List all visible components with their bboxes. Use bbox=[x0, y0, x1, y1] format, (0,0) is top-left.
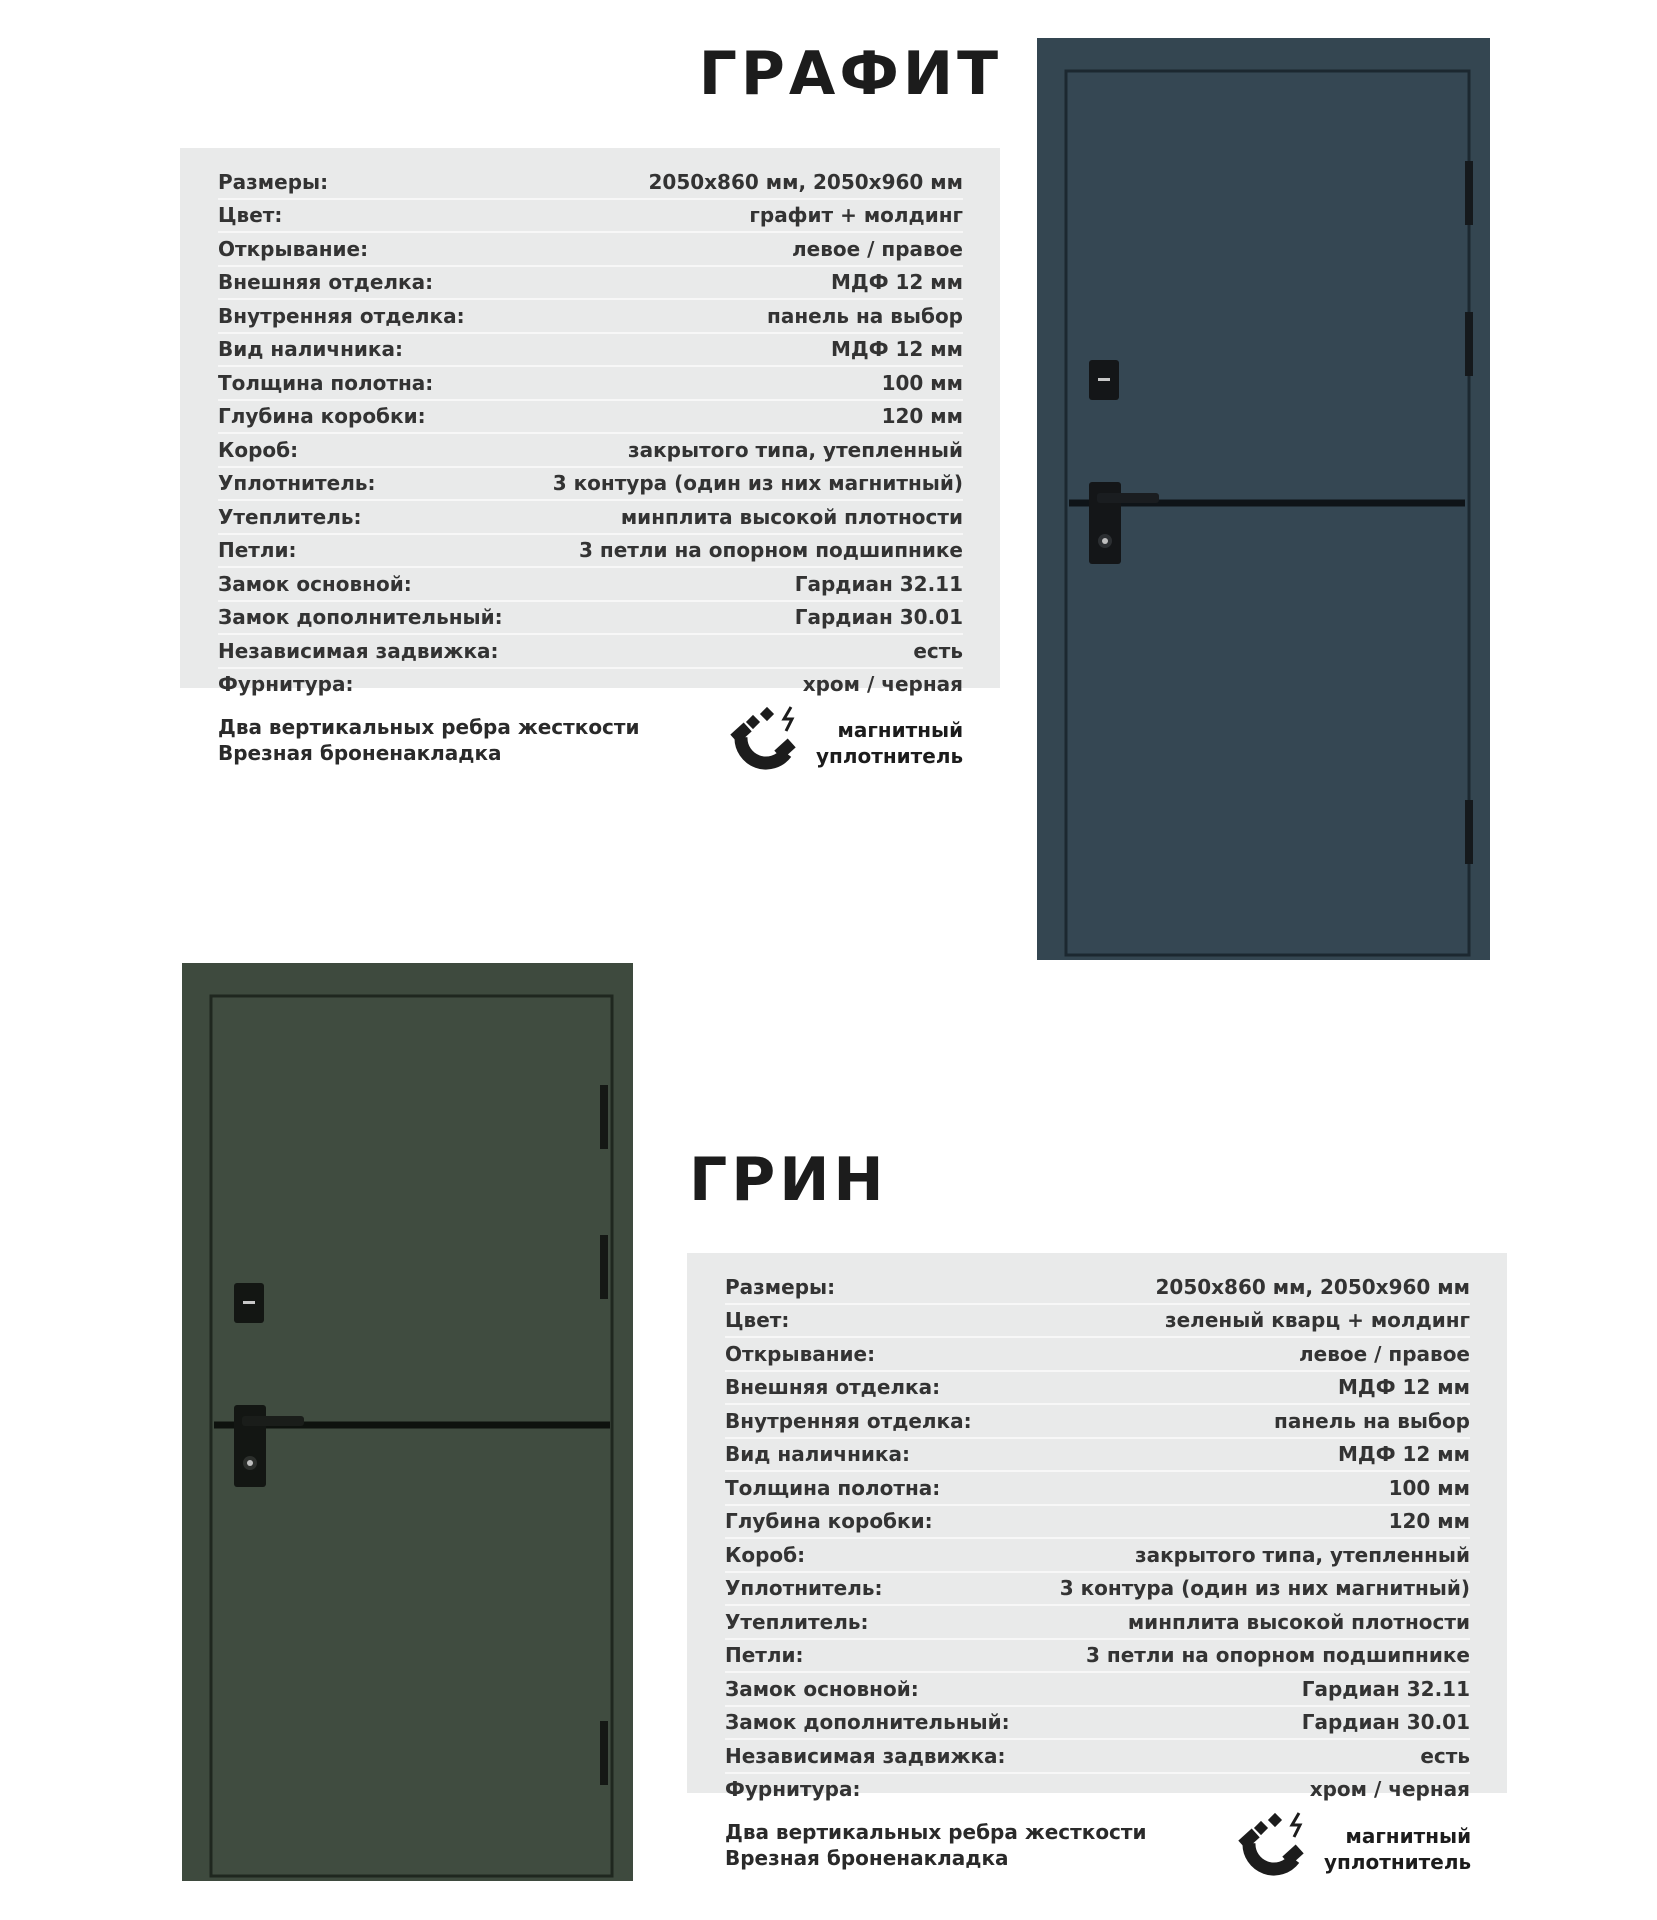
spec-row bbox=[725, 1673, 1470, 1707]
spec-table bbox=[687, 1253, 1507, 1802]
spec-label: Внешняя отделка: bbox=[725, 1375, 941, 1400]
spec-value: левое / правое bbox=[792, 236, 963, 261]
spec-row bbox=[218, 401, 963, 435]
spec-label: Толщина полотна: bbox=[218, 370, 434, 395]
spec-row bbox=[725, 1405, 1470, 1439]
spec-label: Внутренняя отделка: bbox=[725, 1408, 972, 1433]
spec-value: 100 мм bbox=[881, 370, 963, 395]
spec-row bbox=[218, 635, 963, 669]
feature-item: Два вертикальных ребра жесткости bbox=[725, 1820, 1147, 1844]
spec-row bbox=[725, 1271, 1470, 1305]
spec-value: Гардиан 30.01 bbox=[1301, 1710, 1470, 1735]
magnet-icon bbox=[1236, 1811, 1318, 1887]
spec-row bbox=[218, 200, 963, 234]
spec-value: зеленый кварц + молдинг bbox=[1165, 1308, 1470, 1333]
feature-item: Врезная броненакладка bbox=[725, 1846, 1009, 1870]
magnetic-seal-badge bbox=[1236, 1811, 1471, 1887]
spec-value: МДФ 12 мм bbox=[830, 337, 963, 362]
spec-value: МДФ 12 мм bbox=[830, 270, 963, 295]
spec-value: хром / черная bbox=[802, 672, 963, 697]
spec-row bbox=[218, 535, 963, 569]
spec-value: 120 мм bbox=[1388, 1509, 1470, 1534]
spec-label: Цвет: bbox=[218, 203, 283, 228]
spec-label: Короб: bbox=[725, 1542, 806, 1567]
spec-row bbox=[725, 1774, 1470, 1806]
spec-row bbox=[218, 434, 963, 468]
spec-label: Внутренняя отделка: bbox=[218, 303, 465, 328]
spec-label: Открывание: bbox=[218, 236, 369, 261]
spec-row bbox=[218, 669, 963, 701]
spec-value: 100 мм bbox=[1388, 1475, 1470, 1500]
spec-row bbox=[218, 166, 963, 200]
spec-label: Вид наличника: bbox=[725, 1442, 910, 1467]
spec-row bbox=[218, 468, 963, 502]
spec-value: 2050x860 мм, 2050x960 мм bbox=[1155, 1274, 1470, 1299]
spec-label: Фурнитура: bbox=[218, 672, 354, 697]
door-image-grin bbox=[182, 963, 633, 1881]
spec-value: левое / правое bbox=[1299, 1341, 1470, 1366]
spec-label: Петли: bbox=[725, 1643, 804, 1668]
spec-value: хром / черная bbox=[1309, 1777, 1470, 1802]
spec-label: Уплотнитель: bbox=[725, 1576, 883, 1601]
spec-row bbox=[218, 568, 963, 602]
spec-label: Цвет: bbox=[725, 1308, 790, 1333]
spec-row bbox=[725, 1439, 1470, 1473]
spec-value: Гардиан 30.01 bbox=[794, 605, 963, 630]
spec-label: Замок дополнительный: bbox=[725, 1710, 1010, 1735]
spec-row bbox=[725, 1606, 1470, 1640]
spec-value: 3 петли на опорном подшипнике bbox=[579, 538, 963, 563]
spec-row bbox=[218, 300, 963, 334]
spec-label: Внешняя отделка: bbox=[218, 270, 434, 295]
spec-value: закрытого типа, утепленный bbox=[1134, 1542, 1470, 1567]
spec-label: Глубина коробки: bbox=[725, 1509, 933, 1534]
spec-label: Глубина коробки: bbox=[218, 404, 426, 429]
spec-label: Фурнитура: bbox=[725, 1777, 861, 1802]
spec-value: 3 петли на опорном подшипнике bbox=[1086, 1643, 1470, 1668]
spec-row bbox=[725, 1640, 1470, 1674]
spec-value: панель на выбор bbox=[1274, 1408, 1470, 1433]
spec-label: Замок основной: bbox=[725, 1676, 919, 1701]
spec-row bbox=[725, 1573, 1470, 1607]
spec-label: Утеплитель: bbox=[218, 504, 362, 529]
magnet-icon bbox=[728, 705, 810, 781]
spec-label: Толщина полотна: bbox=[725, 1475, 941, 1500]
spec-value: панель на выбор bbox=[767, 303, 963, 328]
spec-label: Уплотнитель: bbox=[218, 471, 376, 496]
spec-value: 2050x860 мм, 2050x960 мм bbox=[648, 169, 963, 194]
spec-label: Петли: bbox=[218, 538, 297, 563]
spec-label: Открывание: bbox=[725, 1341, 876, 1366]
spec-value: 120 мм bbox=[881, 404, 963, 429]
spec-label: Размеры: bbox=[218, 169, 329, 194]
spec-value: минплита высокой плотности bbox=[1127, 1609, 1470, 1634]
door-image-grafit bbox=[1037, 38, 1490, 960]
feature-item: Два вертикальных ребра жесткости bbox=[218, 715, 640, 739]
features-list bbox=[725, 1819, 1147, 1871]
spec-value: 3 контура (один из них магнитный) bbox=[1059, 1576, 1470, 1601]
spec-row bbox=[218, 501, 963, 535]
spec-label: Размеры: bbox=[725, 1274, 836, 1299]
badge-label: магнитный уплотнитель bbox=[816, 718, 964, 768]
spec-row bbox=[725, 1707, 1470, 1741]
product-title: ГРИН bbox=[689, 1145, 888, 1215]
spec-row bbox=[218, 233, 963, 267]
spec-value: Гардиан 32.11 bbox=[794, 571, 963, 596]
spec-label: Замок дополнительный: bbox=[218, 605, 503, 630]
spec-row bbox=[725, 1338, 1470, 1372]
spec-row bbox=[218, 367, 963, 401]
spec-value: есть bbox=[1420, 1743, 1470, 1768]
spec-row bbox=[725, 1740, 1470, 1774]
spec-label: Короб: bbox=[218, 437, 299, 462]
spec-row bbox=[725, 1472, 1470, 1506]
spec-row bbox=[725, 1506, 1470, 1540]
spec-value: МДФ 12 мм bbox=[1337, 1442, 1470, 1467]
spec-value: закрытого типа, утепленный bbox=[627, 437, 963, 462]
spec-table bbox=[180, 148, 1000, 697]
badge-label: магнитный уплотнитель bbox=[1324, 1824, 1472, 1874]
spec-row bbox=[725, 1539, 1470, 1573]
spec-value: графит + молдинг bbox=[749, 203, 963, 228]
product-title: ГРАФИТ bbox=[698, 39, 1002, 109]
spec-value: МДФ 12 мм bbox=[1337, 1375, 1470, 1400]
spec-row bbox=[218, 267, 963, 301]
spec-value: есть bbox=[913, 638, 963, 663]
spec-value: минплита высокой плотности bbox=[620, 504, 963, 529]
feature-item: Врезная броненакладка bbox=[218, 741, 502, 765]
spec-row bbox=[725, 1372, 1470, 1406]
magnetic-seal-badge bbox=[728, 705, 963, 781]
features-list bbox=[218, 714, 640, 766]
spec-row bbox=[218, 602, 963, 636]
spec-label: Утеплитель: bbox=[725, 1609, 869, 1634]
spec-value: Гардиан 32.11 bbox=[1301, 1676, 1470, 1701]
spec-label: Замок основной: bbox=[218, 571, 412, 596]
spec-label: Вид наличника: bbox=[218, 337, 403, 362]
spec-row bbox=[725, 1305, 1470, 1339]
spec-label: Независимая задвижка: bbox=[218, 638, 499, 663]
spec-label: Независимая задвижка: bbox=[725, 1743, 1006, 1768]
spec-value: 3 контура (один из них магнитный) bbox=[552, 471, 963, 496]
spec-row bbox=[218, 334, 963, 368]
